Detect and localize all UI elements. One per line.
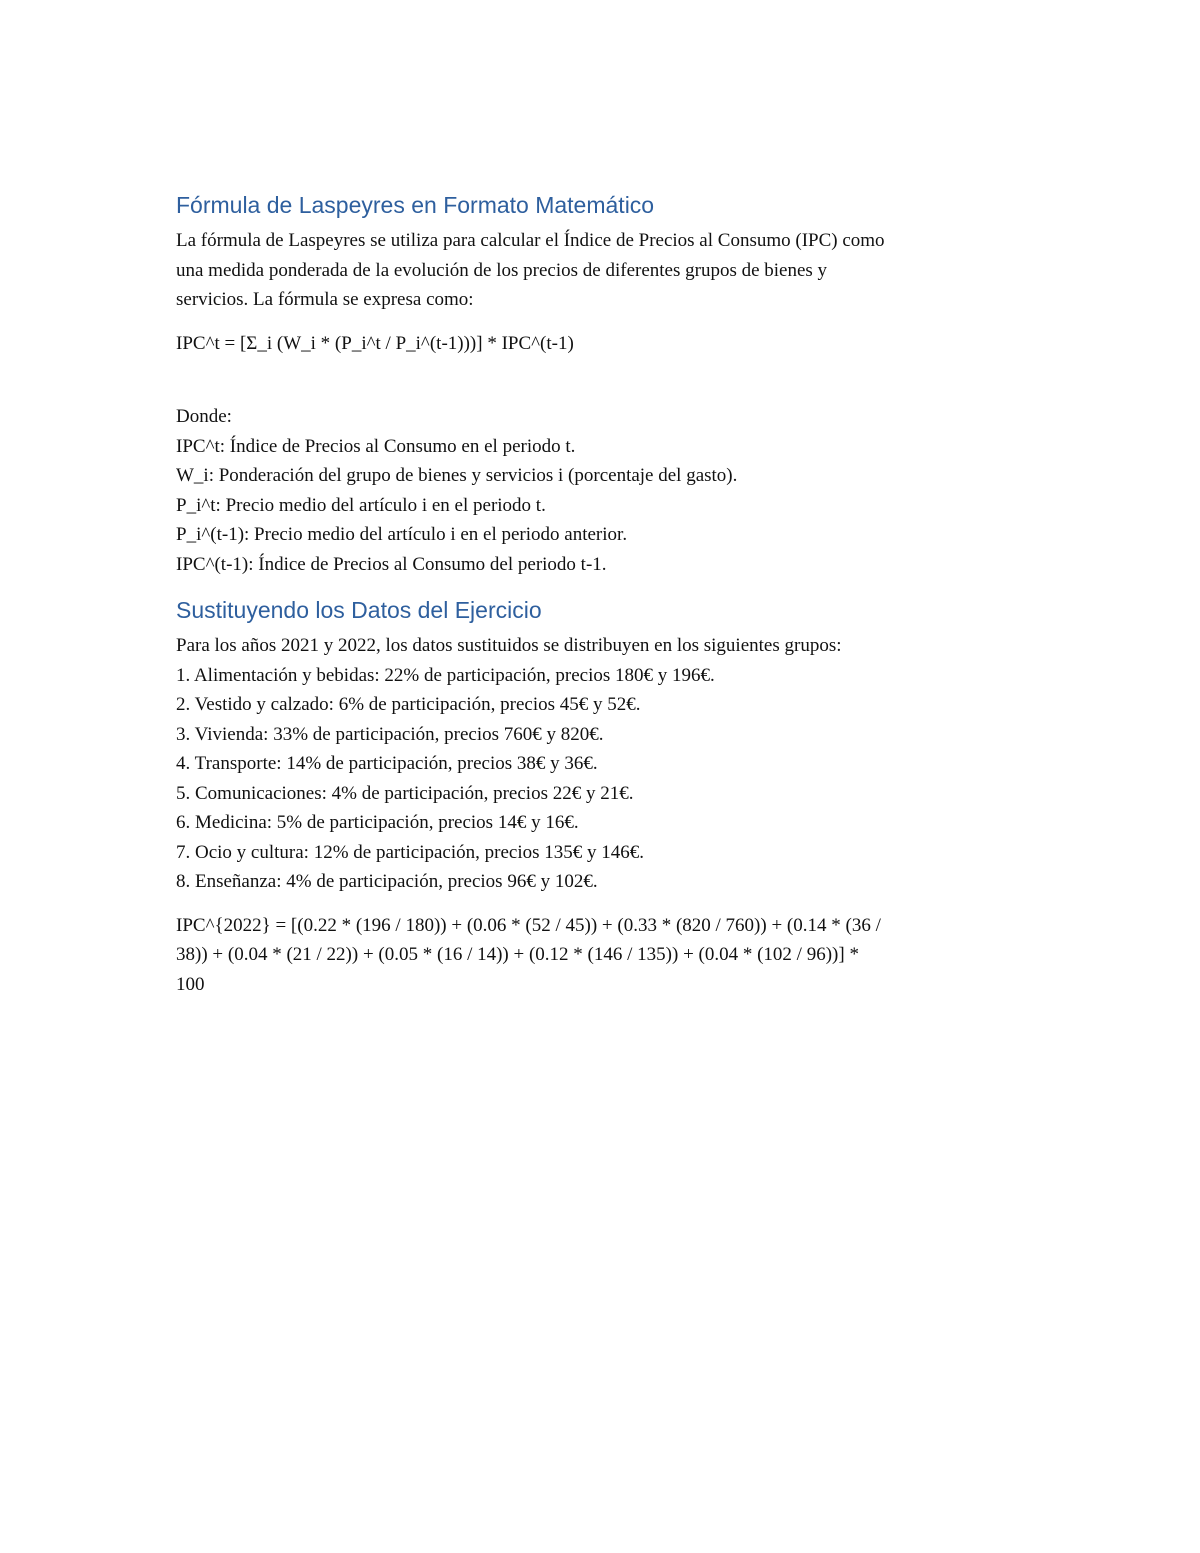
group-item: 6. Medicina: 5% de participación, precios 14€ y 16€.: [176, 812, 579, 833]
section-heading-laspeyres: Fórmula de Laspeyres en Formato Matemático: [176, 192, 655, 218]
group-item: 2. Vestido y calzado: 6% de participación, precios 45€ y 52€.: [176, 694, 641, 715]
group-item: 8. Enseñanza: 4% de participación, precios 96€ y 102€.: [176, 871, 598, 892]
definition-item: IPC^(t-1): Índice de Precios al Consumo del periodo t-1.: [176, 553, 607, 575]
group-item: 3. Vivienda: 33% de participación, precios 760€ y 820€.: [176, 723, 604, 745]
intro-line: La fórmula de Laspeyres se utiliza para calcular el Índice de Precios al Consumo (IPC) como: [176, 230, 885, 251]
definition-item: W_i: Ponderación del grupo de bienes y servicios i (porcentaje del gasto).: [176, 465, 738, 486]
spacer: [176, 315, 1036, 329]
group-item: 5. Comunicaciones: 4% de participación, precios 22€ y 21€.: [176, 782, 634, 804]
group-item: 1. Alimentación y bebidas: 22% de participación, precios 180€ y 196€.: [176, 664, 715, 686]
donde-label: Donde:: [176, 406, 232, 427]
definition-item: IPC^t: Índice de Precios al Consumo en el periodo t.: [176, 435, 576, 457]
intro-line: una medida ponderada de la evolución de los precios de diferentes grupos de bienes y: [176, 259, 828, 281]
section-heading-sustituyendo: Sustituyendo los Datos del Ejercicio: [176, 597, 542, 623]
intro-paragraph: [176, 226, 1036, 315]
spacer: [176, 358, 1036, 402]
spacer: [176, 579, 1036, 593]
calculation-line: IPC^{2022} = [(0.22 * (196 / 180)) + (0.06 * (52 / 45)) + (0.33 * (820 / 760)) + (0.14 * (36 /: [176, 914, 881, 936]
definition-item: P_i^(t-1): Precio medio del artículo i en el periodo anterior.: [176, 524, 628, 545]
spacer: [176, 897, 1036, 911]
groups-block: [176, 631, 1036, 897]
document-page: [176, 188, 1036, 999]
laspeyres-formula: IPC^t = [Σ_i (W_i * (P_i^t / P_i^(t-1)))] * IPC^(t-1): [176, 332, 574, 354]
calculation-line: 100: [176, 973, 205, 995]
ipc-2022-calculation: [176, 911, 1036, 1000]
intro-line: servicios. La fórmula se expresa como:: [176, 289, 474, 310]
groups-intro: Para los años 2021 y 2022, los datos sustituidos se distribuyen en los siguientes grupos:: [176, 635, 842, 656]
group-item: 7. Ocio y cultura: 12% de participación, precios 135€ y 146€.: [176, 841, 645, 863]
definition-item: P_i^t: Precio medio del artículo i en el periodo t.: [176, 494, 546, 516]
group-item: 4. Transporte: 14% de participación, precios 38€ y 36€.: [176, 753, 598, 774]
calculation-line: 38)) + (0.04 * (21 / 22)) + (0.05 * (16 / 14)) + (0.12 * (146 / 135)) + (0.04 * (102 / 96))] *: [176, 944, 859, 965]
definitions-block: [176, 402, 1036, 579]
